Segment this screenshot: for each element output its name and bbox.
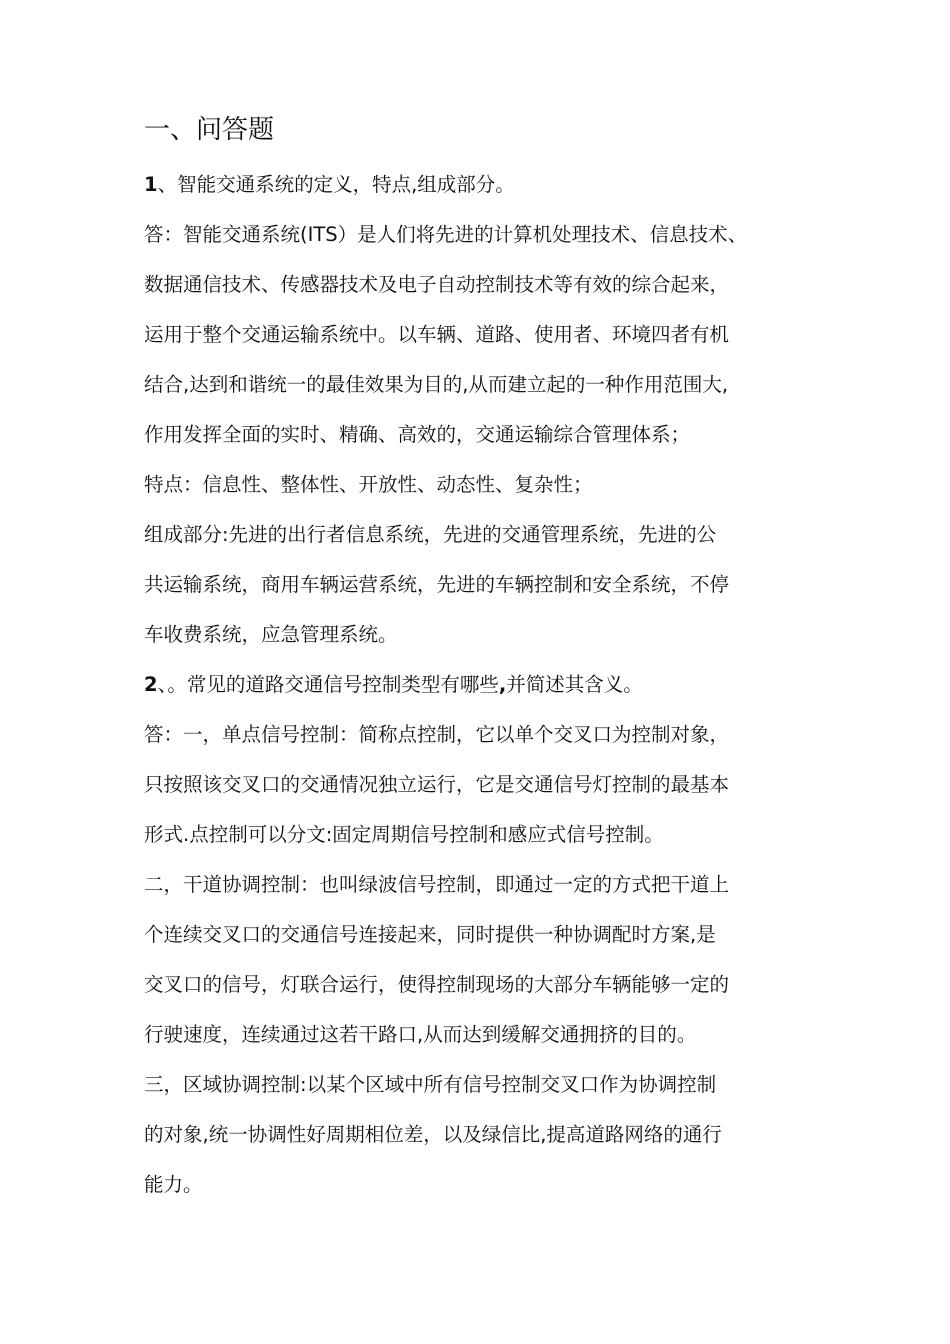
question-1-title: 、智能交通系统的定义，特点,组成部分。 <box>157 173 515 196</box>
answer-2-line: 交叉口的信号，灯联合运行，使得控制现场的大部分车辆能够一定的 <box>144 973 730 996</box>
answer-2-line: 三，区域协调控制:以某个区域中所有信号控制交叉口作为协调控制 <box>144 1073 717 1096</box>
answer-1-line: 数据通信技术、传感器技术及电子自动控制技术等有效的综合起来， <box>144 273 730 296</box>
question-2 <box>144 670 643 700</box>
answer-1-features: 特点：信息性、整体性、开放性、动态性、复杂性； <box>144 473 593 496</box>
answer-2-line: 能力。 <box>144 1173 203 1196</box>
answer-1-components: 组成部分:先进的出行者信息系统，先进的交通管理系统，先进的公 <box>144 523 717 546</box>
answer-1-line: 运用于整个交通运输系统中。以车辆、道路、使用者、环境四者有机 <box>144 323 730 346</box>
question-1 <box>144 170 515 200</box>
answer-2-line: 形式.点控制可以分文:固定周期信号控制和感应式信号控制。 <box>144 823 664 846</box>
answer-1-line: 答：智能交通系统(ITS）是人们将先进的计算机处理技术、信息技术、 <box>144 223 748 246</box>
answer-2-line: 答：一，单点信号控制：简称点控制，它以单个交叉口为控制对象， <box>144 723 730 746</box>
answer-1-line: 车收费系统，应急管理系统。 <box>144 623 398 646</box>
answer-1-line: 作用发挥全面的实时、精确、高效的，交通运输综合管理体系； <box>144 423 691 446</box>
question-2-title-end: 并简述其含义。 <box>506 673 643 696</box>
answer-2-line: 行驶速度，连续通过这若干路口,从而达到缓解交通拥挤的目的。 <box>144 1023 697 1046</box>
answer-2-line: 的对象,统一协调性好周期相位差，以及绿信比,提高道路网络的通行 <box>144 1123 722 1146</box>
question-2-title: 、。常见的道路交通信号控制类型有哪些 <box>157 673 499 696</box>
section-heading: 一、问答题 <box>144 115 275 145</box>
answer-2-line: 只按照该交叉口的交通情况独立运行，它是交通信号灯控制的最基本 <box>144 773 730 796</box>
answer-1-line: 结合,达到和谐统一的最佳效果为目的,从而建立起的一种作用范围大, <box>144 373 729 396</box>
answer-1-line: 共运输系统，商用车辆运营系统，先进的车辆控制和安全系统，不停 <box>144 573 730 596</box>
answer-2-line: 二，干道协调控制：也叫绿波信号控制，即通过一定的方式把干道上 <box>144 873 730 896</box>
question-2-number: 2 <box>144 673 158 696</box>
question-2-comma: , <box>498 673 507 696</box>
answer-2-line: 个连续交叉口的交通信号连接起来，同时提供一种协调配时方案,是 <box>144 923 716 946</box>
question-1-number: 1 <box>144 173 158 196</box>
